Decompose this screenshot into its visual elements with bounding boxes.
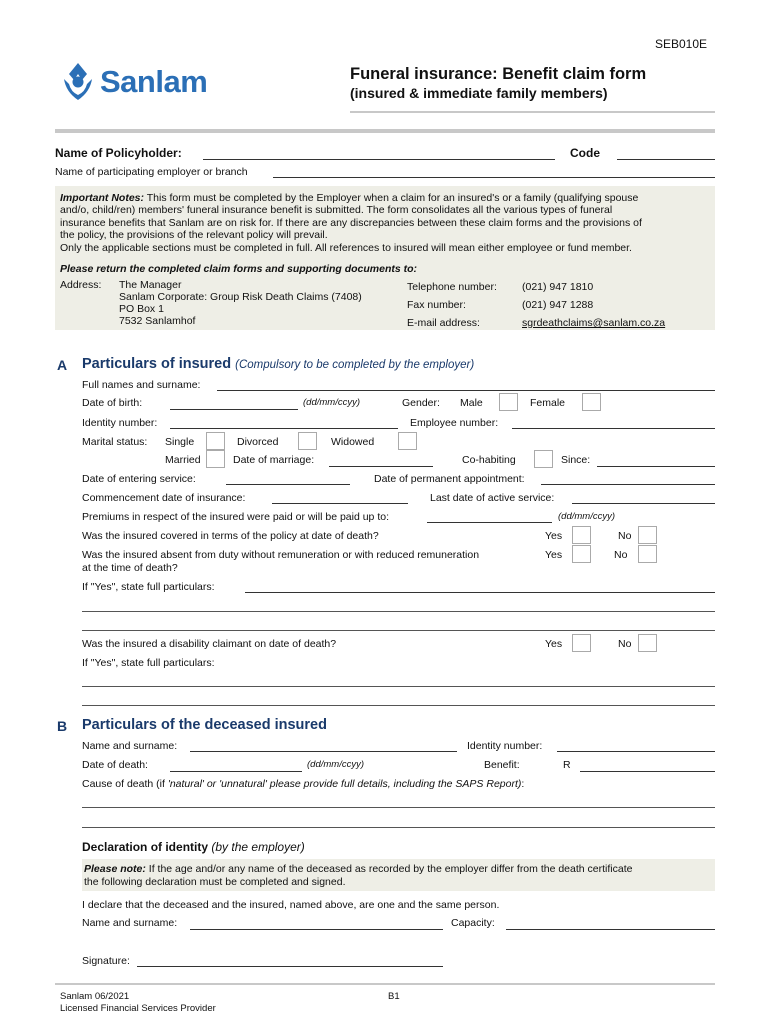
disability-yes-checkbox[interactable] (572, 634, 591, 652)
return-heading: Please return the completed claim forms and supporting documents to: (60, 263, 418, 275)
header-rule (350, 111, 715, 113)
identity-label: Identity number: (82, 417, 158, 429)
address-label: Address: (60, 279, 102, 291)
please-note-lead: Please note: (84, 863, 146, 875)
notes-line-3: insurance benefits that Sanlam are on risk for. If there are any discrepancies between these claim forms and the provisions of (60, 216, 642, 229)
declaration-statement: I declare that the deceased and the insured, named above, are one and the same person. (82, 899, 500, 911)
notes-line-1: This form must be completed by the Employer when a claim for an insured's or a family (qualifying spouse (144, 192, 639, 204)
absent-yes-label: Yes (545, 549, 563, 561)
absent-no-checkbox[interactable] (638, 545, 657, 563)
email-label: E-mail address: (407, 317, 480, 329)
disability-question: Was the insured a disability claimant on date of death? (82, 638, 337, 650)
absent-yes-checkbox[interactable] (572, 545, 591, 563)
male-label: Male (460, 397, 483, 409)
please-note-line-2: the following declaration must be completed and signed. (84, 876, 346, 888)
dod-label: Date of death: (82, 759, 148, 771)
covered-no-label: No (618, 530, 632, 542)
form-subtitle: (insured & immediate family members) (350, 85, 608, 101)
declaration-title (82, 840, 305, 854)
male-checkbox[interactable] (499, 393, 518, 411)
form-title: Funeral insurance: Benefit claim form (350, 65, 647, 83)
signature-field[interactable] (137, 966, 443, 967)
absent-no-label: No (614, 549, 628, 561)
dob-label: Date of birth: (82, 397, 143, 409)
section-a-heading: Particulars of insured (82, 356, 232, 372)
section-a-letter: A (57, 357, 68, 373)
identity-field[interactable] (170, 428, 398, 429)
last-active-label: Last date of active service: (430, 492, 555, 504)
fax-value: (021) 947 1288 (522, 299, 594, 311)
cause-of-death-label (82, 778, 524, 790)
widowed-label: Widowed (331, 436, 375, 448)
please-note (84, 863, 632, 889)
marital-label: Marital status: (82, 436, 148, 448)
logo-wordmark: Sanlam (100, 64, 208, 99)
permanent-appointment-field[interactable] (541, 484, 715, 485)
cause-end: : (521, 778, 525, 790)
absent-question-1: Was the insured absent from duty without remuneration or with reduced remuneration (82, 549, 480, 561)
if-yes-field-2[interactable] (82, 611, 715, 612)
divorced-label: Divorced (237, 436, 279, 448)
if-yes-label-2: If "Yes", state full particulars: (82, 657, 215, 669)
section-b-letter: B (57, 718, 68, 734)
footer-line-2: Licensed Financial Services Provider (60, 1003, 216, 1014)
cause-field-1[interactable] (82, 807, 715, 808)
form-code: SEB010E (655, 37, 708, 51)
capacity-label: Capacity: (451, 917, 495, 929)
cause-lead: Cause of death (if (82, 778, 168, 790)
policyholder-label: Name of Policyholder: (55, 146, 182, 160)
header-thick-rule (55, 129, 715, 133)
if-yes-field-1[interactable] (245, 592, 715, 593)
sanlam-shield-icon (60, 62, 96, 102)
if-yes-label: If "Yes", state full particulars: (82, 581, 215, 593)
section-b-title: Particulars of the deceased insured (82, 717, 327, 733)
full-names-field[interactable] (217, 390, 715, 391)
premiums-format: (dd/mm/ccyy) (558, 511, 615, 522)
employee-number-field[interactable] (512, 428, 715, 429)
date-of-marriage-field[interactable] (329, 466, 433, 467)
entering-service-field[interactable] (226, 484, 350, 485)
disability-field-2[interactable] (82, 705, 715, 706)
signature-label: Signature: (82, 955, 130, 967)
code-field[interactable] (617, 159, 715, 160)
disability-field-1[interactable] (82, 686, 715, 687)
declarant-name-field[interactable] (190, 929, 443, 930)
since-label: Since: (561, 454, 591, 466)
commencement-label: Commencement date of insurance: (82, 492, 246, 504)
married-label: Married (165, 454, 201, 466)
permanent-appointment-label: Date of permanent appointment: (374, 473, 525, 485)
cause-italic: 'natural' or 'unnatural' please provide full details, including the SAPS Report) (167, 778, 522, 790)
deceased-identity-label: Identity number: (467, 740, 543, 752)
benefit-label: Benefit: (484, 759, 520, 771)
sanlam-logo (60, 62, 235, 104)
policyholder-name-field[interactable] (203, 159, 555, 160)
notes-line-5: Only the applicable sections must be completed in full. All references to insured will mean either employee or fund member. (60, 241, 632, 254)
full-names-label: Full names and surname: (82, 379, 201, 391)
entering-service-label: Date of entering service: (82, 473, 196, 485)
employee-number-label: Employee number: (410, 417, 499, 429)
commencement-field[interactable] (272, 503, 408, 504)
single-label: Single (165, 436, 195, 448)
page-number: B1 (388, 991, 400, 1002)
please-note-line-1: If the age and/or any name of the deceased as recorded by the employer differ from the death certificate (145, 863, 633, 875)
declaration-heading: Declaration of identity (82, 840, 209, 854)
address-line-4: 7532 Sanlamhof (119, 315, 196, 327)
cohabiting-label: Co-habiting (462, 454, 516, 466)
section-a-title (82, 356, 474, 372)
dod-format: (dd/mm/ccyy) (307, 759, 364, 770)
capacity-field[interactable] (506, 929, 715, 930)
covered-question: Was the insured covered in terms of the policy at date of death? (82, 530, 379, 542)
address-line-1: The Manager (119, 279, 182, 291)
footer-line-1: Sanlam 06/2021 (60, 991, 130, 1002)
footer-rule (55, 983, 715, 985)
notes-line-2: and/o, child/ren) members' funeral insurance benefit is submitted. The form consolidates all the various types of funeral (60, 204, 613, 217)
married-checkbox[interactable] (206, 450, 225, 468)
notes-line-4: the policy, the provisions of the relevant policy will prevail. (60, 229, 328, 242)
disability-no-label: No (618, 638, 632, 650)
absent-question-2: at the time of death? (82, 562, 178, 574)
benefit-field[interactable] (580, 771, 715, 772)
dob-field[interactable] (170, 409, 298, 410)
deceased-name-label: Name and surname: (82, 740, 178, 752)
fax-label: Fax number: (407, 299, 466, 311)
employer-field[interactable] (273, 177, 715, 178)
dob-format: (dd/mm/ccyy) (303, 397, 360, 408)
important-notes (60, 192, 714, 254)
divorced-checkbox[interactable] (298, 432, 317, 450)
deceased-name-field[interactable] (190, 751, 457, 752)
deceased-identity-field[interactable] (557, 751, 715, 752)
covered-yes-checkbox[interactable] (572, 526, 591, 544)
date-of-marriage-label: Date of marriage: (233, 454, 315, 466)
address-line-3: PO Box 1 (119, 303, 164, 315)
since-field[interactable] (597, 466, 715, 467)
covered-yes-label: Yes (545, 530, 563, 542)
section-a-note: (Compulsory to be completed by the employer) (235, 359, 475, 371)
address-line-2: Sanlam Corporate: Group Risk Death Claims (7408) (119, 291, 362, 303)
premiums-label: Premiums in respect of the insured were paid or will be paid up to: (82, 511, 389, 523)
important-notes-lead: Important Notes: (60, 192, 144, 204)
female-label: Female (530, 397, 566, 409)
dod-field[interactable] (170, 771, 302, 772)
declaration-note: (by the employer) (211, 840, 305, 854)
disability-yes-label: Yes (545, 638, 563, 650)
disability-no-checkbox[interactable] (638, 634, 657, 652)
employer-label: Name of participating employer or branch (55, 166, 248, 178)
benefit-currency: R (563, 759, 571, 771)
telephone-label: Telephone number: (407, 281, 497, 293)
telephone-value: (021) 947 1810 (522, 281, 594, 293)
cause-field-2[interactable] (82, 827, 715, 828)
single-checkbox[interactable] (206, 432, 225, 450)
premiums-field[interactable] (427, 522, 552, 523)
cohabiting-checkbox[interactable] (534, 450, 553, 468)
female-checkbox[interactable] (582, 393, 601, 411)
covered-no-checkbox[interactable] (638, 526, 657, 544)
gender-label: Gender: (402, 397, 440, 409)
email-link[interactable]: sgrdeathclaims@sanlam.co.za (522, 317, 666, 329)
last-active-field[interactable] (572, 503, 715, 504)
declarant-name-label: Name and surname: (82, 917, 178, 929)
widowed-checkbox[interactable] (398, 432, 417, 450)
if-yes-field-3[interactable] (82, 630, 715, 631)
code-label: Code (570, 146, 600, 160)
